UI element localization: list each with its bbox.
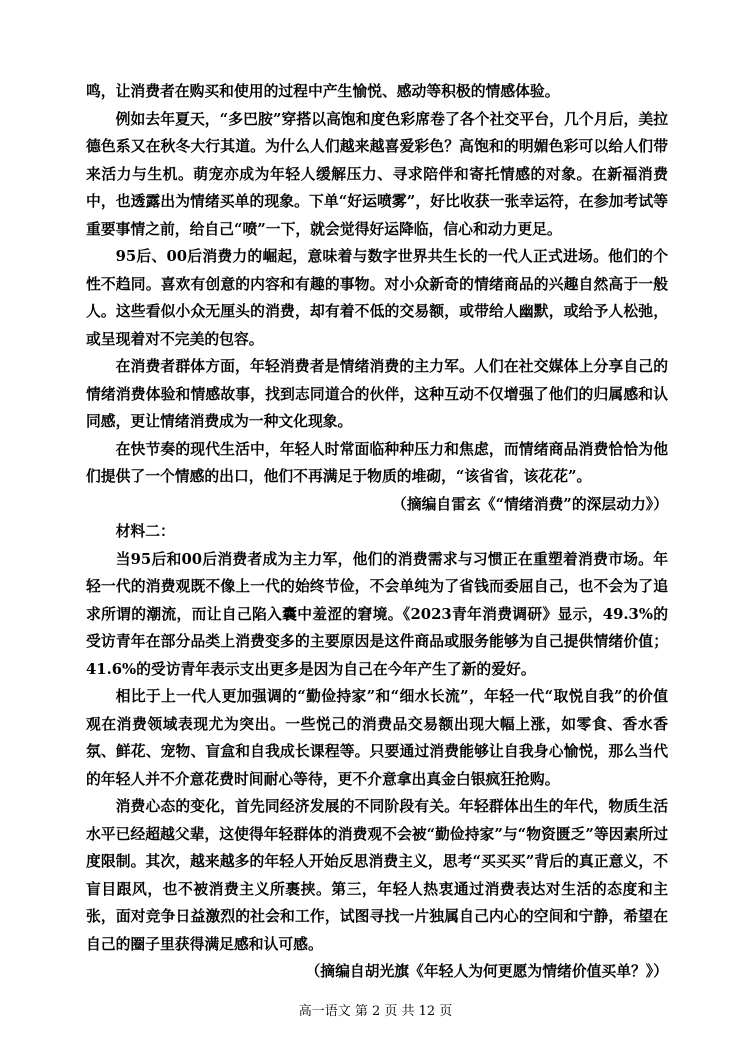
source-citation-1: （摘编自雷玄《“情绪消费”的深层动力》） <box>392 495 668 513</box>
paragraph-continuation: 鸣，让消费者在购买和使用的过程中产生愉悦、感动等积极的情感体验。 <box>86 83 560 100</box>
document-body <box>86 78 668 986</box>
paragraph-gen-z: 95后、00后消费力的崛起，意味着与数字世界共生长的一代人正式进场。他们的个性不趋同。喜欢有创意的内容和有趣的事物。对小众新奇的情绪商品的兴趣自然高于一般人。这些看似小众无厘头的消费，却有着不低的交易额，或带给人幽默，或给予人松弛，或呈现着对不完美的包容。 <box>86 248 668 348</box>
material-two-heading: 材料二： <box>115 523 175 540</box>
page-footer: 高一语文 第 2 页 共 12 页 <box>298 1004 453 1019</box>
source-citation-2: （摘编自胡光旗《年轻人为何更愿为情绪价值买单？》） <box>305 963 668 980</box>
paragraph-mindset-change: 消费心态的变化，首先同经济发展的不同阶段有关。年轻群体出生的年代，物质生活水平已经超越父辈，这使得年轻群体的消费观不会被“勤俭持家”与“物资匮乏”等因素所过度限制。其次，越来越多的年轻人开始反思消费主义，思考“买买买”背后的真正意义，不盲目跟风，也不被消费主义所裹挟。第三，年轻人热衷通过消费表达对生活的态度和主张，面对竞争日益激烈的社会和工作，试图寻找一片独属自己内心的空间和宁静，希望在自己的圈子里获得满足感和认可感。 <box>86 798 668 953</box>
paragraph-fast-life: 在快节奏的现代生活中，年轻人时常面临种种压力和焦虑，而情绪商品消费恰恰为他们提供了一个情感的出口，他们不再满足于物质的堆砌，“该省省，该花花”。 <box>86 440 668 485</box>
paragraph-color-example: 例如去年夏天，“多巴胺”穿搭以高饱和度色彩席卷了各个社交平台，几个月后，美拉德色系又在秋冬大行其道。为什么人们越来越喜爱彩色？高饱和的明媚色彩可以给人们带来活力与生机。萌宠亦成为年轻人缓解压力、寻求陪伴和寄托情感的对象。在新福消费中，也透露出为情绪买单的现象。下单“好运喷雾”，好比收获一张幸运符，在参加考试等重要事情之前，给自己“喷”一下，就会觉得好运降临，信心和动力更足。 <box>86 110 668 238</box>
paragraph-self-pleasing: 相比于上一代人更加强调的“勤俭持家”和“细水长流”，年轻一代“取悦自我”的价值观在消费领域表现尤为突出。一些悦己的消费品交易额出现大幅上涨，如零食、香水香氛、鲜花、宠物、盲盒和自我成长课程等。只要通过消费能够让自我身心愉悦，那么当代的年轻人并不介意花费时间耐心等待，更不介意拿出真金白银疯狂抢购。 <box>86 688 668 788</box>
paragraph-consumer-group: 在消费者群体方面，年轻消费者是情绪消费的主力军。人们在社交媒体上分享自己的情绪消费体验和情感故事，找到志同道合的伙伴，这种互动不仅增强了他们的归属感和认同感，更让情绪消费成为一种文化现象。 <box>86 358 668 430</box>
paragraph-survey: 当95后和00后消费者成为主力军，他们的消费需求与习惯正在重塑着消费市场。年轻一代的消费观既不像上一代的始终节俭，不会单纯为了省钱而委屈自己，也不会为了追求所谓的潮流，而让自己陷入囊中羞涩的窘境。《2023青年消费调研》显示，49.3%的受访青年在部分品类上消费变多的主要原因是这件商品或服务能够为自己提供情绪价值；41.6%的受访青年表示支出更多是因为自己在今年产生了新的爱好。 <box>86 550 668 678</box>
